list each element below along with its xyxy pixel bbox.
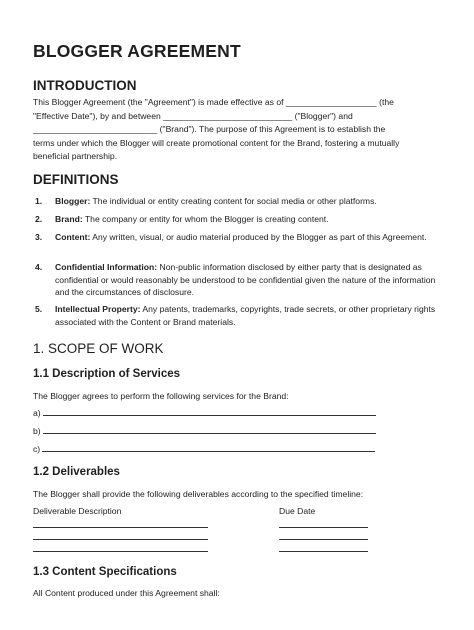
service-line: [33, 425, 376, 437]
due-date-blank: [279, 539, 368, 540]
service-blank: [42, 443, 375, 452]
service-blank: [43, 425, 376, 434]
definition-number: 4.: [35, 262, 43, 272]
definition-term: Confidential Information:: [55, 262, 158, 272]
service-letter: a): [33, 408, 41, 418]
scope-heading: 1. SCOPE OF WORK: [33, 341, 164, 356]
definition-term: Brand:: [55, 214, 83, 224]
services-heading: 1.1 Description of Services: [33, 368, 181, 380]
deliverable-description-blank: [33, 539, 208, 540]
definition-number: 2.: [35, 214, 43, 224]
definition-text: [55, 303, 443, 328]
due-date-blank: [279, 551, 368, 552]
introduction-paragraph: This Blogger Agreement (the "Agreement") is made effective as of ___________________ (the "Effective Date"), by and between ___________________________ ("Blogger") and __________________________ ("Brand"). The purpose of this Agreement is to establish the terms under which the Blogger will create promotional content for the Brand, fostering a mutually beneficial partnership.: [33, 97, 400, 162]
definition-body: The individual or entity creating content for social media or other platforms.: [90, 196, 377, 206]
definition-number: 3.: [35, 232, 43, 242]
definition-body: Non-public information disclosed by either party that is designated as confidential or would reasonably be understood to be confidential given the nature of the information and the circumstances of disclosure.: [55, 262, 436, 298]
due-date-header: Due Date: [279, 506, 316, 516]
deliverables-heading: 1.2 Deliverables: [33, 466, 120, 478]
deliverable-description-header: Deliverable Description: [33, 506, 122, 516]
introduction-heading: INTRODUCTION: [33, 78, 137, 93]
definition-text: [55, 231, 443, 244]
service-blank: [43, 407, 376, 416]
specifications-intro: All Content produced under this Agreement shall:: [33, 588, 220, 598]
specifications-heading: 1.3 Content Specifications: [33, 566, 177, 578]
due-date-blank: [279, 527, 368, 528]
service-letter: b): [33, 426, 41, 436]
definition-term: Content:: [55, 232, 91, 242]
service-line: [33, 407, 376, 419]
definition-body: The company or entity for whom the Blogger is creating content.: [82, 214, 329, 224]
definition-term: Intellectual Property:: [55, 304, 141, 314]
service-letter: c): [33, 444, 41, 454]
definition-number: 1.: [35, 196, 43, 206]
deliverable-description-blank: [33, 527, 208, 528]
service-line: [33, 443, 375, 455]
document-title: BLOGGER AGREEMENT: [33, 41, 241, 61]
services-intro: The Blogger agrees to perform the following services for the Brand:: [33, 391, 289, 401]
definition-text: [55, 213, 443, 226]
definition-text: [55, 261, 443, 299]
deliverable-description-blank: [33, 551, 208, 552]
definition-number: 5.: [35, 304, 43, 314]
definition-body: Any patents, trademarks, copyrights, trade secrets, or other proprietary rights associated with the Content or Brand materials.: [55, 304, 436, 327]
definition-term: Blogger:: [55, 196, 91, 206]
definition-text: [55, 195, 443, 208]
deliverables-intro: The Blogger shall provide the following deliverables according to the specified timeline:: [33, 489, 364, 499]
definitions-heading: DEFINITIONS: [33, 172, 119, 187]
definition-body: Any written, visual, or audio material produced by the Blogger as part of this Agreement.: [90, 232, 427, 242]
